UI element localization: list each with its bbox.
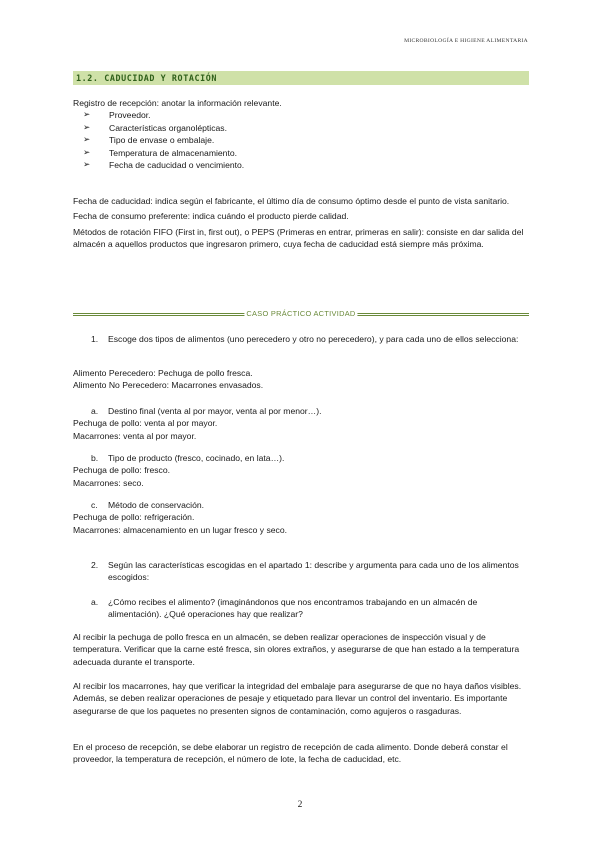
arrow-bullet-icon: ➢ xyxy=(83,135,91,146)
definition-consumo-preferente: Fecha de consumo preferente: indica cuándo el producto pierde calidad. xyxy=(73,211,349,222)
list-item: ➢ Fecha de caducidad o vencimiento. xyxy=(83,160,245,171)
list-item: ➢ Características organolépticas. xyxy=(83,122,227,133)
running-header: MICROBIOLOGÍA E HIGIENE ALIMENTARIA xyxy=(404,38,528,44)
q1-b-prompt: b. Tipo de producto (fresco, cocinado, en lata…). xyxy=(91,453,285,463)
definition-caducidad: Fecha de caducidad: indica según el fabricante, el último día de consumo óptimo desde el punto de vista sanitario. xyxy=(73,196,510,206)
arrow-bullet-icon: ➢ xyxy=(83,147,91,158)
food-perecedero: Alimento Perecedero: Pechuga de pollo fresca. xyxy=(73,368,253,378)
q1-c-macarrones: Macarrones: almacenamiento en un lugar fresco y seco. xyxy=(73,524,287,535)
case-label: CASO PRÁCTICO ACTIVIDAD xyxy=(246,309,356,318)
reception-list xyxy=(73,109,529,171)
reception-block xyxy=(73,97,529,172)
q1-a-prompt: a. Destino final (venta al por mayor, venta al por menor…). xyxy=(91,406,322,416)
question-1 xyxy=(73,333,529,345)
q1-c-pollo: Pechuga de pollo: refrigeración. xyxy=(73,512,195,523)
q1-b-macarrones: Macarrones: seco. xyxy=(73,477,144,488)
answer-registro: En el proceso de recepción, se debe elaborar un registro de recepción de cada alimento. Donde deberá constar el proveedor, la temperatura de recepción, el número de lote, la fecha de caducidad, etc. xyxy=(73,742,508,765)
reception-intro: Registro de recepción: anotar la información relevante. xyxy=(73,98,282,108)
q1-c xyxy=(73,499,529,536)
q1-c-prompt: c. Método de conservación. xyxy=(91,500,205,510)
q1-b xyxy=(73,452,529,489)
question-2 xyxy=(73,559,529,584)
question-1-prompt: 1. Escoge dos tipos de alimentos (uno perecedero y otro no perecedero), y para cada uno de ellos selecciona: xyxy=(91,334,519,344)
q1-b-pollo: Pechuga de pollo: fresco. xyxy=(73,465,170,476)
arrow-bullet-icon: ➢ xyxy=(83,110,91,121)
answer-pollo: Al recibir la pechuga de pollo fresca en un almacén, se deben realizar operaciones de inspección visual y de temperatura. Verificar que la carne esté fresca, sin olores extraños, y asegurarse de que han estado a la temperatura adecuada durante el transporte. xyxy=(73,632,520,667)
section-title: 1.2. CADUCIDAD Y ROTACIÓN xyxy=(76,73,218,83)
list-item: ➢ Tipo de envase o embalaje. xyxy=(83,135,215,146)
q1-a-macarrones: Macarrones: venta al por mayor. xyxy=(73,430,197,441)
definition-rotacion: Métodos de rotación FIFO (First in, first out), o PEPS (Primeras en entrar, primeras en salir): consiste en dar salida del almacén a aquellos productos que ingresaron primero, cuya fecha de caducidad está siempre más próxima. xyxy=(73,226,524,250)
q1-food-selection xyxy=(73,367,529,392)
case-divider xyxy=(73,309,529,319)
food-no-perecedero: Alimento No Perecedero: Macarrones envasados. xyxy=(73,380,264,391)
answer-macarrones: Al recibir los macarrones, hay que verificar la integridad del embalaje para asegurarse de que no haya daños visibles. Además, se deben realizar operaciones de pesaje y etiquetado para llevar un control del inventario. Es importante asegurarse de que los paquetes no presenten signos de contaminación, como agujeros o rasgaduras. xyxy=(73,681,522,716)
q1-a-pollo: Pechuga de pollo: venta al por mayor. xyxy=(73,418,218,429)
list-item: ➢ Temperatura de almacenamiento. xyxy=(83,147,238,158)
question-2-prompt: 2. Según las características escogidas en el apartado 1: describe y argumenta para cada uno de los alimentos escogidos: xyxy=(91,560,519,583)
list-item: ➢ Proveedor. xyxy=(83,110,151,121)
q1-a xyxy=(73,405,529,442)
arrow-bullet-icon: ➢ xyxy=(83,160,91,171)
q2-a-prompt: a. ¿Cómo recibes el alimento? (imaginándonos que nos encontramos trabajando en un almacén de alimentación). ¿Qué operaciones hay que realizar? xyxy=(91,597,478,620)
q2-a xyxy=(73,596,529,621)
definitions-block xyxy=(73,195,529,251)
page-number: 2 xyxy=(297,800,303,810)
arrow-bullet-icon: ➢ xyxy=(83,122,91,133)
